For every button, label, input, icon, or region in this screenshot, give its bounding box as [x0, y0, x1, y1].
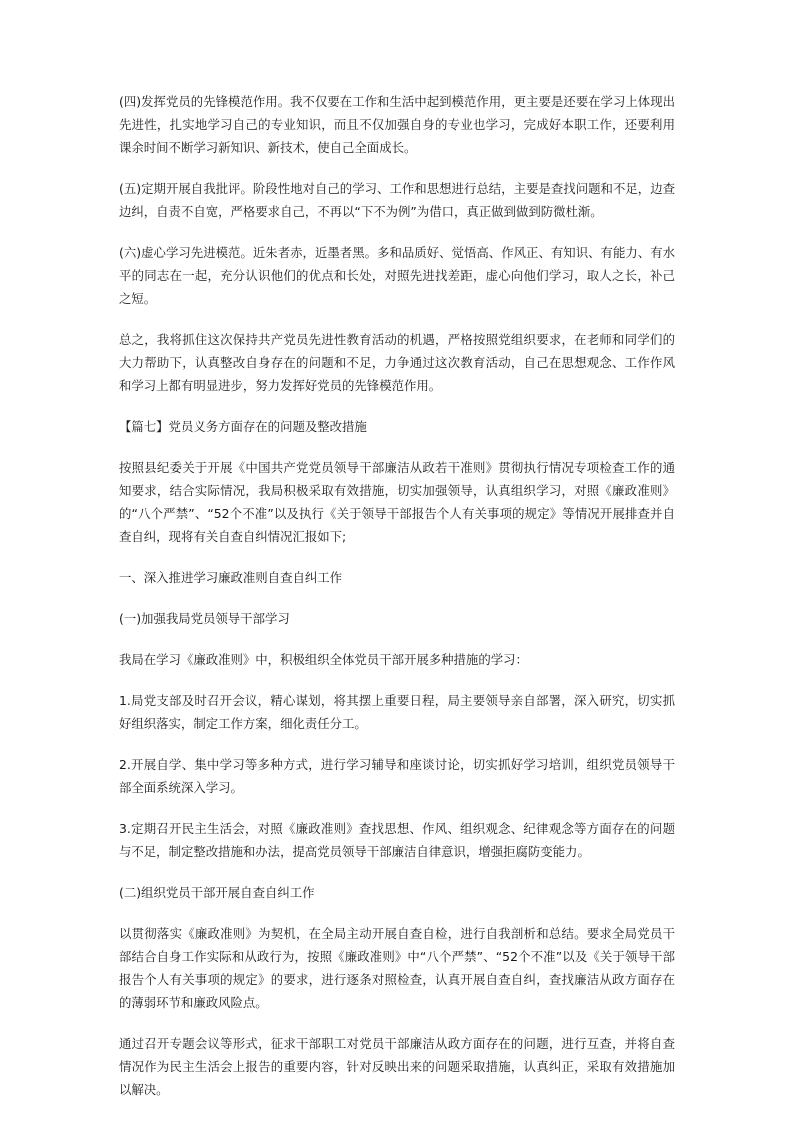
article-7-title: 【篇七】党员义务方面存在的问题及整改措施 — [119, 419, 367, 434]
paragraph-item-1: 1.局党支部及时召开会议，精心谋划，将其摆上重要日程，局主要领导亲自部署，深入研究，切实抓好组织落实，制定工作方案，细化责任分工。 — [119, 693, 675, 731]
section-1-title: 一、深入推进学习廉政准则自查自纠工作 — [119, 570, 343, 585]
paragraph-6-learn-models: (六)虚心学习先进模范。近朱者赤，近墨者黑。多和品质好、觉悟高、作风正、有知识、有能力、有水平的同志在一起，充分认识他们的优点和长处，对照先进找差距，虚心向他们学习，取人之长，补己之短。 — [119, 245, 675, 306]
paragraph-item-2: 2.开展自学、集中学习等多种方式，进行学习辅导和座谈讨论，切实抓好学习培训，组织党员领导干部全面系统深入学习。 — [119, 757, 675, 795]
paragraph-study-intro: 我局在学习《廉政准则》中，积极组织全体党员干部开展多种措施的学习： — [119, 652, 528, 667]
paragraph-5-self-criticism: (五)定期开展自我批评。阶段性地对自己的学习、工作和思想进行总结，主要是查找问题和不足，边查边纠，自责不自宽，严格要求自己，不再以“下不为例”为借口，真正做到做到防微杜渐。 — [119, 181, 675, 219]
paragraph-4-vanguard: (四)发挥党员的先锋模范作用。我不仅要在工作和生活中起到模范作用，更主要是还要在学习上体现出先进性，扎实地学习自己的专业知识，而且不仅加强自身的专业也学习，完成好本职工作，还要利用课余时间不断学习新知识、新技术，使自己全面成长。 — [119, 94, 675, 155]
paragraph-self-check: 以贯彻落实《廉政准则》为契机，在全局主动开展自查自检，进行自我剖析和总结。要求全局党员干部结合自身工作实际和从政行为，按照《廉政准则》中“八个严禁”、“52个不准”以及《关于领导干部报告个人有关事项的规定》的要求，进行逐条对照检查，认真开展自查自纠，查找廉洁从政方面存在的薄弱环节和廉政风险点。 — [119, 926, 675, 1010]
paragraph-meeting: 通过召开专题会议等形式，征求干部职工对党员干部廉洁从政方面存在的问题，进行互查，并将自查情况作为民主生活会上报告的重要内容，针对反映出来的问题采取措施，认真纠正，采取有效措施加以解决。 — [119, 1036, 675, 1097]
paragraph-summary: 总之，我将抓住这次保持共产党员先进性教育活动的机遇，严格按照党组织要求，在老师和同学们的大力帮助下，认真整改自身存在的问题和不足，力争通过这次教育活动，自己在思想观念、工作作风和学习上都有明显进步，努力发挥好党员的先锋模范作用。 — [119, 332, 675, 393]
subsection-1-title: (一)加强我局党员领导干部学习 — [119, 611, 290, 626]
paragraph-item-3: 3.定期召开民主生活会，对照《廉政准则》查找思想、作风、组织观念、纪律观念等方面存在的问题与不足，制定整改措施和办法，提高党员领导干部廉洁自律意识，增强拒腐防变能力。 — [119, 821, 675, 859]
subsection-2-title: (二)组织党员干部开展自查自纠工作 — [119, 885, 315, 900]
document-page — [119, 90, 675, 1119]
paragraph-intro: 按照县纪委关于开展《中国共产党党员领导干部廉洁从政若干准则》贯彻执行情况专项检查工作的通知要求，结合实际情况，我局积极采取有效措施，切实加强领导，认真组织学习，对照《廉政准则》的“八个严禁”、“52个不准”以及执行《关于领导干部报告个人有关事项的规定》等情况开展排查并自查自纠，现将有关自查自纠情况汇报如下; — [119, 460, 675, 544]
